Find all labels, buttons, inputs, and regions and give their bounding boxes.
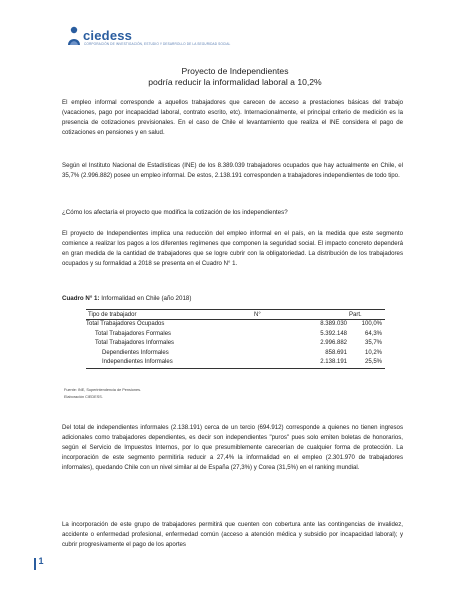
table-row — [86, 330, 385, 340]
paragraph-ine: Según el Instituto Nacional de Estadísticas (INE) de los 8.389.039 trabajadores ocupados que hay actualmente en Chile, el 35,7% (2.996.882) posee un empleo informal. De estos, 2.138.191 corresponden a trabajadores independientes de todo tipo. — [62, 162, 403, 180]
document-title: Proyecto de Independientes — [181, 66, 289, 76]
row-n: 5.392.148 — [320, 330, 347, 337]
ciedess-logo-icon — [66, 25, 82, 47]
table-row — [86, 339, 385, 349]
row-label: Total Trabajadores Ocupados — [86, 321, 165, 327]
row-part: 10,2% — [364, 349, 382, 356]
row-label: Total Trabajadores Informales — [95, 340, 175, 346]
paragraph-intro: El empleo informal corresponde a aquellos trabajadores que carecen de acceso a prestaciones básicas del trabajo (vacaciones, pago por incapacidad laboral, contrato escrito, etc). Internacionalmente, el principal criterio de medición es la presencia de cotizaciones previsionales. En el caso de Chile el levantamiento que realiza el INE considera el pago de cotizaciones en pensiones y en salud. — [62, 99, 403, 137]
table-row — [86, 358, 385, 368]
row-part: 25,5% — [347, 358, 385, 368]
row-label: Dependientes Informales — [102, 349, 169, 356]
row-n: 2.138.191 — [252, 358, 347, 368]
page-number: 1 — [38, 556, 44, 566]
row-label: Total Trabajadores Formales — [95, 330, 172, 337]
table-author: Elaboración CIEDESS. — [64, 395, 103, 399]
row-part: 100,0% — [361, 321, 382, 327]
logo-tagline: CORPORACIÓN DE INVESTIGACIÓN, ESTUDIO Y DESARROLLO DE LA SEGURIDAD SOCIAL — [84, 42, 231, 46]
informality-table — [86, 309, 385, 369]
table-caption-number: Cuadro N° 1: — [62, 295, 100, 302]
header-part: Part. — [347, 310, 385, 320]
table-row — [86, 320, 385, 330]
header-tipo: Tipo de trabajador — [86, 310, 252, 320]
row-n: 8.389.030 — [320, 321, 347, 327]
row-part: 64,3% — [364, 330, 382, 337]
paragraph-independientes: Del total de independientes informales (2.138.191) cerca de un tercio (694.912) corresponde a quienes no tienen ingresos adicionales como trabajadores dependientes, es decir son independientes "puros" pues solo emiten boletas de honorarios, según el Servicio de Impuestos Internos, por lo que presumiblemente carecerían de cualquier forma de protección. La incorporación de este segmento permitiría reducir a 27,4% la informalidad en el empleo (2.301.970 de trabajadores informales), quedando Chile con un nivel similar al de España (27,3%) y Corea (31,5%) en el ranking mundial. — [62, 424, 403, 472]
logo-name: ciedess — [83, 28, 133, 43]
row-n: 2.996.882 — [320, 340, 347, 346]
paragraph-cobertura: La incorporación de este grupo de trabajadores permitirá que cuenten con cobertura ante las contingencias de invalidez, accidente o enfermedad profesional, enfermedad común (acceso a atención médica y subsidio por incapacidad laboral); y cubrir progresivamente el pago de los aportes — [62, 521, 403, 549]
table-caption-text: Informalidad en Chile (año 2018) — [99, 295, 192, 302]
ciedess-logo — [66, 25, 231, 49]
paragraph-proyecto: El proyecto de Independientes implica una reducción del empleo informal en el país, en la medida que este segmento comience a realizar los pagos a los diferentes regímenes que componen la seguridad social. El impacto concreto dependerá en gran medida de la cantidad de trabajadores que se logre cubrir con la obligatoriedad. La distribución de los trabajadores ocupados y su formalidad a 2018 se presenta en el Cuadro N° 1. — [62, 230, 403, 268]
table-caption — [62, 295, 191, 302]
row-n: 858.691 — [325, 349, 347, 356]
row-part: 35,7% — [364, 340, 382, 346]
document-subtitle: podría reducir la informalidad laboral a 10,2% — [148, 77, 322, 87]
row-label: Independientes Informales — [86, 358, 252, 368]
section-heading: ¿Cómo los afectaría el proyecto que modifica la cotización de los independientes? — [62, 209, 288, 216]
table-row — [86, 349, 385, 359]
table-source: Fuente: INE, Superintendencia de Pensiones. — [64, 388, 142, 392]
header-n: N° — [252, 310, 347, 320]
table-header-row — [86, 310, 385, 320]
